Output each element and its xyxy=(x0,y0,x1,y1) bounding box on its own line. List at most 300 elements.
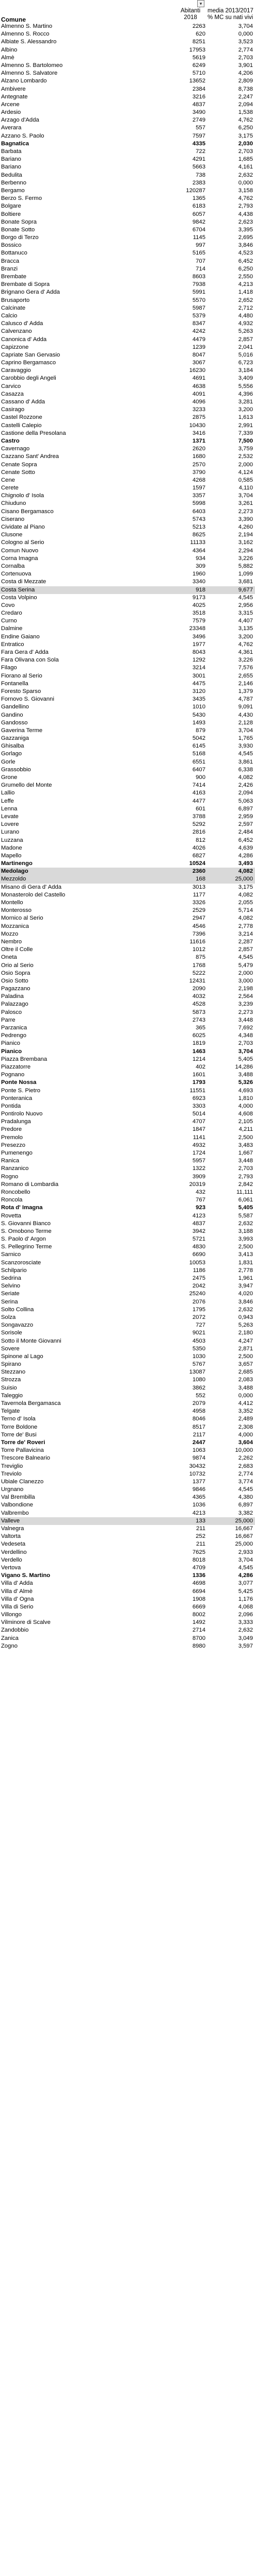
table-row[interactable] xyxy=(0,1063,255,1071)
table-row[interactable] xyxy=(0,656,255,664)
table-row[interactable] xyxy=(0,93,255,101)
pct-cell: 4,000 xyxy=(238,1431,253,1438)
table-row[interactable] xyxy=(0,1376,255,1384)
table-row[interactable] xyxy=(0,993,255,1001)
table-row[interactable] xyxy=(0,837,255,844)
pct-cell: 2,094 xyxy=(238,790,253,796)
table-row[interactable] xyxy=(0,570,255,578)
comune-cell: Carvico xyxy=(1,383,21,389)
abitanti-cell: 168 xyxy=(196,876,205,883)
table-row[interactable] xyxy=(0,1103,255,1110)
table-row[interactable] xyxy=(0,1235,255,1243)
table-row[interactable] xyxy=(0,508,255,516)
table-row[interactable] xyxy=(0,1204,255,1212)
table-row[interactable] xyxy=(0,539,255,547)
table-row[interactable] xyxy=(0,1079,255,1087)
table-row[interactable] xyxy=(0,1337,255,1345)
comune-cell: Pumenengo xyxy=(1,1150,33,1156)
table-row[interactable] xyxy=(0,1220,255,1228)
table-row[interactable] xyxy=(0,1626,255,1634)
table-row[interactable] xyxy=(0,383,255,391)
comune-cell: Schilpario xyxy=(1,1267,27,1274)
pct-cell: 4,480 xyxy=(238,312,253,319)
abitanti-cell: 1819 xyxy=(192,1040,205,1047)
table-row[interactable] xyxy=(0,1259,255,1267)
table-row[interactable] xyxy=(0,249,255,257)
comune-cell: Albiate S. Alessandro xyxy=(1,39,57,45)
table-row[interactable] xyxy=(0,86,255,93)
table-row[interactable] xyxy=(0,187,255,195)
table-row[interactable] xyxy=(0,531,255,539)
abitanti-cell: 3001 xyxy=(192,672,205,679)
table-row[interactable] xyxy=(0,320,255,328)
pct-cell: 2,489 xyxy=(238,1416,253,1422)
table-row[interactable] xyxy=(0,1447,255,1454)
table-row[interactable] xyxy=(0,1533,255,1540)
comune-cell: Berbenno xyxy=(1,179,26,186)
table-row[interactable] xyxy=(0,1431,255,1439)
table-row[interactable] xyxy=(0,899,255,907)
table-row[interactable] xyxy=(0,132,255,140)
table-row[interactable] xyxy=(0,1423,255,1431)
table-row[interactable] xyxy=(0,1212,255,1220)
abitanti-cell: 10430 xyxy=(189,422,205,429)
comune-cell: Vigano S. Martino xyxy=(1,1572,51,1579)
comune-cell: Almenno S. Martino xyxy=(1,23,53,29)
table-row[interactable] xyxy=(0,923,255,930)
table-row[interactable] xyxy=(0,884,255,891)
comune-cell: Castel Rozzone xyxy=(1,414,42,421)
table-row[interactable] xyxy=(0,1486,255,1494)
table-row[interactable] xyxy=(0,1298,255,1306)
abitanti-cell: 1977 xyxy=(192,641,205,648)
table-row[interactable] xyxy=(0,758,255,766)
table-row[interactable] xyxy=(0,62,255,70)
table-row[interactable] xyxy=(0,970,255,977)
pct-cell: 2,683 xyxy=(238,1463,253,1469)
table-row[interactable] xyxy=(0,148,255,156)
table-row[interactable] xyxy=(0,1095,255,1103)
table-row[interactable] xyxy=(0,547,255,555)
table-row[interactable] xyxy=(0,1126,255,1133)
table-row[interactable] xyxy=(0,1556,255,1564)
pct-cell: 2,128 xyxy=(238,719,253,726)
table-row[interactable] xyxy=(0,1463,255,1470)
table-row[interactable] xyxy=(0,1408,255,1415)
table-row[interactable] xyxy=(0,719,255,727)
comune-cell: Bottanuco xyxy=(1,250,27,257)
comune-cell: Covo xyxy=(1,602,15,608)
table-row[interactable] xyxy=(0,930,255,938)
table-row[interactable] xyxy=(0,484,255,492)
table-row[interactable] xyxy=(0,1032,255,1040)
abitanti-cell: 1597 xyxy=(192,485,205,492)
table-row[interactable] xyxy=(0,211,255,218)
pct-cell: 6,723 xyxy=(238,360,253,366)
pct-cell: 5,714 xyxy=(238,907,253,914)
table-row[interactable] xyxy=(0,1056,255,1063)
table-row[interactable] xyxy=(0,1564,255,1572)
abitanti-cell: 1012 xyxy=(192,946,205,953)
comune-cell: Roncola xyxy=(1,1197,23,1204)
table-row[interactable] xyxy=(0,1588,255,1596)
table-row[interactable] xyxy=(0,641,255,649)
table-row[interactable] xyxy=(0,422,255,430)
table-row[interactable] xyxy=(0,664,255,672)
table-row[interactable] xyxy=(0,1243,255,1251)
table-row[interactable] xyxy=(0,109,255,116)
table-row[interactable] xyxy=(0,860,255,868)
table-row[interactable] xyxy=(0,289,255,296)
table-row[interactable] xyxy=(0,680,255,688)
table-row[interactable] xyxy=(0,1267,255,1275)
table-row[interactable] xyxy=(0,195,255,202)
table-row[interactable] xyxy=(0,649,255,656)
table-row[interactable] xyxy=(0,875,255,883)
table-row[interactable] xyxy=(0,359,255,367)
table-row[interactable] xyxy=(0,1361,255,1368)
table-row[interactable] xyxy=(0,1251,255,1259)
comune-cell: S. Giovanni Bianco xyxy=(1,1220,51,1227)
pct-cell: 3,901 xyxy=(238,62,253,69)
table-row[interactable] xyxy=(0,1345,255,1353)
table-row[interactable] xyxy=(0,1040,255,1047)
comune-cell: Grone xyxy=(1,774,18,781)
table-row[interactable] xyxy=(0,101,255,109)
table-row[interactable] xyxy=(0,1024,255,1032)
table-row[interactable] xyxy=(0,54,255,62)
table-row[interactable] xyxy=(0,1071,255,1079)
abitanti-cell: 3435 xyxy=(192,696,205,703)
table-row[interactable] xyxy=(0,821,255,828)
table-row[interactable] xyxy=(0,116,255,124)
table-row[interactable] xyxy=(0,77,255,85)
table-row[interactable] xyxy=(0,609,255,617)
table-row[interactable] xyxy=(0,594,255,602)
table-row[interactable] xyxy=(0,437,255,445)
table-row[interactable] xyxy=(0,1384,255,1392)
table-row[interactable] xyxy=(0,336,255,344)
table-row[interactable] xyxy=(0,172,255,179)
abitanti-cell: 2117 xyxy=(193,1431,205,1438)
comune-cell: Verdellino xyxy=(1,1549,27,1555)
table-row[interactable] xyxy=(0,805,255,813)
table-row[interactable] xyxy=(0,1048,255,1056)
comune-cell: Grumello del Monte xyxy=(1,782,52,789)
table-row[interactable] xyxy=(0,163,255,171)
table-row[interactable] xyxy=(0,985,255,993)
table-row[interactable] xyxy=(0,586,255,594)
abitanti-cell: 900 xyxy=(196,774,205,781)
table-row[interactable] xyxy=(0,477,255,484)
table-row[interactable] xyxy=(0,703,255,711)
abitanti-cell: 5767 xyxy=(192,1361,205,1368)
abitanti-cell: 5165 xyxy=(192,250,205,257)
table-row[interactable] xyxy=(0,469,255,477)
table-row[interactable] xyxy=(0,140,255,148)
table-row[interactable] xyxy=(0,946,255,954)
table-row[interactable] xyxy=(0,265,255,273)
table-row[interactable] xyxy=(0,1392,255,1400)
table-row[interactable] xyxy=(0,1619,255,1626)
comune-cell: Vilminore di Scalve xyxy=(1,1619,51,1626)
table-row[interactable] xyxy=(0,1549,255,1556)
table-row[interactable] xyxy=(0,234,255,242)
table-row[interactable] xyxy=(0,766,255,774)
table-row[interactable] xyxy=(0,954,255,961)
table-row[interactable] xyxy=(0,907,255,914)
pct-cell: 2,842 xyxy=(238,1181,253,1188)
table-row[interactable] xyxy=(0,297,255,304)
table-row[interactable] xyxy=(0,1228,255,1235)
comune-cell: Fontanella xyxy=(1,680,28,687)
table-row[interactable] xyxy=(0,1603,255,1611)
table-row[interactable] xyxy=(0,1110,255,1118)
table-row[interactable] xyxy=(0,742,255,750)
table-row[interactable] xyxy=(0,445,255,453)
table-row[interactable] xyxy=(0,735,255,742)
table-row[interactable] xyxy=(0,328,255,335)
table-row[interactable] xyxy=(0,1470,255,1478)
pct-cell: 4,068 xyxy=(238,1603,253,1610)
table-row[interactable] xyxy=(0,1157,255,1165)
table-row[interactable] xyxy=(0,1478,255,1486)
table-row[interactable] xyxy=(0,1596,255,1603)
abitanti-cell: 6057 xyxy=(192,211,205,217)
table-row[interactable] xyxy=(0,962,255,970)
comune-cell: Ubiale Clanezzo xyxy=(1,1478,44,1485)
table-row[interactable] xyxy=(0,633,255,641)
pct-cell: 4,545 xyxy=(238,751,253,757)
table-row[interactable] xyxy=(0,398,255,406)
abitanti-cell: 3233 xyxy=(192,406,205,413)
comune-cell: Almenno S. Bartolomeo xyxy=(1,62,63,69)
table-row[interactable] xyxy=(0,1142,255,1149)
table-row[interactable] xyxy=(0,414,255,421)
table-row[interactable] xyxy=(0,156,255,163)
table-row[interactable] xyxy=(0,391,255,398)
table-row[interactable] xyxy=(0,828,255,836)
comune-cell: Treviolo xyxy=(1,1470,22,1477)
table-row[interactable] xyxy=(0,625,255,633)
table-row[interactable] xyxy=(0,1400,255,1408)
table-row[interactable] xyxy=(0,375,255,382)
table-row[interactable] xyxy=(0,563,255,570)
abitanti-cell: 9842 xyxy=(192,218,205,225)
table-row[interactable] xyxy=(0,1196,255,1204)
table-row[interactable] xyxy=(0,523,255,531)
comune-cell: Sedrina xyxy=(1,1275,21,1281)
table-row[interactable] xyxy=(0,1611,255,1619)
filter-bar xyxy=(0,0,255,7)
pct-cell: 2,426 xyxy=(238,782,253,789)
table-row[interactable] xyxy=(0,1540,255,1548)
abitanti-cell: 3303 xyxy=(192,1103,205,1109)
table-row[interactable] xyxy=(0,202,255,210)
abitanti-cell: 4528 xyxy=(192,1001,205,1008)
table-row[interactable] xyxy=(0,1009,255,1016)
table-row[interactable] xyxy=(0,1290,255,1298)
pct-cell: 4,110 xyxy=(238,485,253,492)
table-row[interactable] xyxy=(0,672,255,680)
table-row[interactable] xyxy=(0,1642,255,1650)
table-row[interactable] xyxy=(0,1353,255,1361)
pct-cell: 2,500 xyxy=(238,1134,253,1141)
filter-dropdown-icon[interactable]: ▾ xyxy=(197,0,204,7)
table-row[interactable] xyxy=(0,555,255,563)
table-row[interactable] xyxy=(0,782,255,789)
table-row[interactable] xyxy=(0,938,255,946)
table-row[interactable] xyxy=(0,1314,255,1321)
table-row[interactable] xyxy=(0,798,255,805)
table-row[interactable] xyxy=(0,774,255,782)
table-row[interactable] xyxy=(0,617,255,625)
table-row[interactable] xyxy=(0,1321,255,1329)
table-row[interactable] xyxy=(0,711,255,719)
table-row[interactable] xyxy=(0,218,255,226)
table-row[interactable] xyxy=(0,727,255,735)
table-row[interactable] xyxy=(0,1635,255,1642)
table-row[interactable] xyxy=(0,1189,255,1196)
pct-cell: 2,857 xyxy=(238,946,253,953)
pct-cell: 4,161 xyxy=(238,164,253,171)
abitanti-cell: 4698 xyxy=(192,1580,205,1587)
table-row[interactable] xyxy=(0,281,255,289)
table-row[interactable] xyxy=(0,789,255,797)
table-row[interactable] xyxy=(0,1454,255,1462)
table-row[interactable] xyxy=(0,1525,255,1533)
table-row[interactable] xyxy=(0,38,255,46)
pct-cell: 6,897 xyxy=(238,805,253,812)
table-row[interactable] xyxy=(0,813,255,821)
table-row[interactable] xyxy=(0,1275,255,1282)
pct-cell: 5,556 xyxy=(238,383,253,389)
table-row[interactable] xyxy=(0,1134,255,1142)
pct-cell: 25,000 xyxy=(235,1541,253,1548)
table-row[interactable] xyxy=(0,500,255,507)
table-row[interactable] xyxy=(0,602,255,609)
abitanti-cell: 10524 xyxy=(189,860,205,867)
table-row[interactable] xyxy=(0,1181,255,1189)
pct-cell: 3,413 xyxy=(238,1251,253,1258)
table-row[interactable] xyxy=(0,1517,255,1525)
comune-cell: Costa Volpino xyxy=(1,594,37,601)
table-row[interactable] xyxy=(0,868,255,875)
pct-cell: 2,703 xyxy=(238,1040,253,1047)
table-row[interactable] xyxy=(0,344,255,351)
table-row[interactable] xyxy=(0,1329,255,1337)
table-row[interactable] xyxy=(0,1282,255,1290)
comune-cell: Pianico xyxy=(1,1040,21,1047)
abitanti-cell: 4477 xyxy=(192,798,205,804)
comune-cell: Almè xyxy=(1,54,14,61)
table-row[interactable] xyxy=(0,1501,255,1509)
table-row[interactable] xyxy=(0,258,255,265)
table-row[interactable] xyxy=(0,516,255,523)
table-row[interactable] xyxy=(0,688,255,696)
table-row[interactable] xyxy=(0,312,255,320)
table-row[interactable] xyxy=(0,1087,255,1095)
table-row[interactable] xyxy=(0,406,255,414)
table-row[interactable] xyxy=(0,914,255,922)
table-row[interactable] xyxy=(0,461,255,469)
table-row[interactable] xyxy=(0,492,255,500)
pct-cell: 3,214 xyxy=(238,930,253,937)
header-row xyxy=(0,7,255,23)
table-row[interactable] xyxy=(0,30,255,38)
pct-cell: 3,523 xyxy=(238,39,253,45)
table-row[interactable] xyxy=(0,696,255,703)
comune-cell: Bracca xyxy=(1,258,20,264)
comune-cell: Ardesio xyxy=(1,109,21,116)
pct-cell: 3,604 xyxy=(238,1439,253,1446)
table-row[interactable] xyxy=(0,453,255,461)
pct-cell: 4,545 xyxy=(238,1486,253,1493)
comune-cell: Casirago xyxy=(1,406,25,413)
comune-cell: Chignolo d' Isola xyxy=(1,493,44,499)
table-row[interactable] xyxy=(0,1572,255,1580)
table-row[interactable] xyxy=(0,1580,255,1587)
table-row[interactable] xyxy=(0,124,255,132)
table-row[interactable] xyxy=(0,351,255,359)
comune-cell: Strozza xyxy=(1,1377,21,1383)
abitanti-cell: 5570 xyxy=(192,297,205,303)
table-row[interactable] xyxy=(0,1494,255,1501)
table-row[interactable] xyxy=(0,1165,255,1173)
table-row[interactable] xyxy=(0,1016,255,1024)
abitanti-cell: 11616 xyxy=(189,938,205,945)
pct-cell: 2,308 xyxy=(238,1423,253,1430)
abitanti-cell: 2090 xyxy=(192,986,205,992)
table-row[interactable] xyxy=(0,750,255,758)
table-row[interactable] xyxy=(0,844,255,852)
table-row[interactable] xyxy=(0,852,255,860)
comune-cell: Bariano xyxy=(1,164,21,171)
table-row[interactable] xyxy=(0,304,255,312)
table-row[interactable] xyxy=(0,891,255,899)
table-row[interactable] xyxy=(0,226,255,234)
table-row[interactable] xyxy=(0,1415,255,1423)
table-row[interactable] xyxy=(0,179,255,187)
table-row[interactable] xyxy=(0,1149,255,1157)
table-row[interactable] xyxy=(0,977,255,985)
abitanti-cell: 2816 xyxy=(192,829,205,836)
table-row[interactable] xyxy=(0,273,255,281)
table-row[interactable] xyxy=(0,430,255,437)
pct-cell: 4,545 xyxy=(238,954,253,961)
comune-cell: Rovetta xyxy=(1,1212,21,1219)
table-row[interactable] xyxy=(0,1001,255,1008)
pct-cell: 4,082 xyxy=(238,915,253,922)
table-row[interactable] xyxy=(0,367,255,375)
table-row[interactable] xyxy=(0,1118,255,1126)
pct-cell: 1,418 xyxy=(238,289,253,296)
table-row[interactable] xyxy=(0,1306,255,1314)
table-row[interactable] xyxy=(0,1510,255,1517)
table-row[interactable] xyxy=(0,1368,255,1376)
table-row[interactable] xyxy=(0,23,255,30)
table-row[interactable] xyxy=(0,1173,255,1181)
table-row[interactable] xyxy=(0,1439,255,1447)
table-row[interactable] xyxy=(0,578,255,586)
table-row[interactable] xyxy=(0,46,255,54)
pct-cell: 3,352 xyxy=(238,1408,253,1415)
abitanti-cell: 2529 xyxy=(192,907,205,914)
abitanti-cell: 3340 xyxy=(192,579,205,585)
table-row[interactable] xyxy=(0,70,255,77)
abitanti-cell: 1463 xyxy=(192,1048,205,1055)
table-row[interactable] xyxy=(0,242,255,249)
